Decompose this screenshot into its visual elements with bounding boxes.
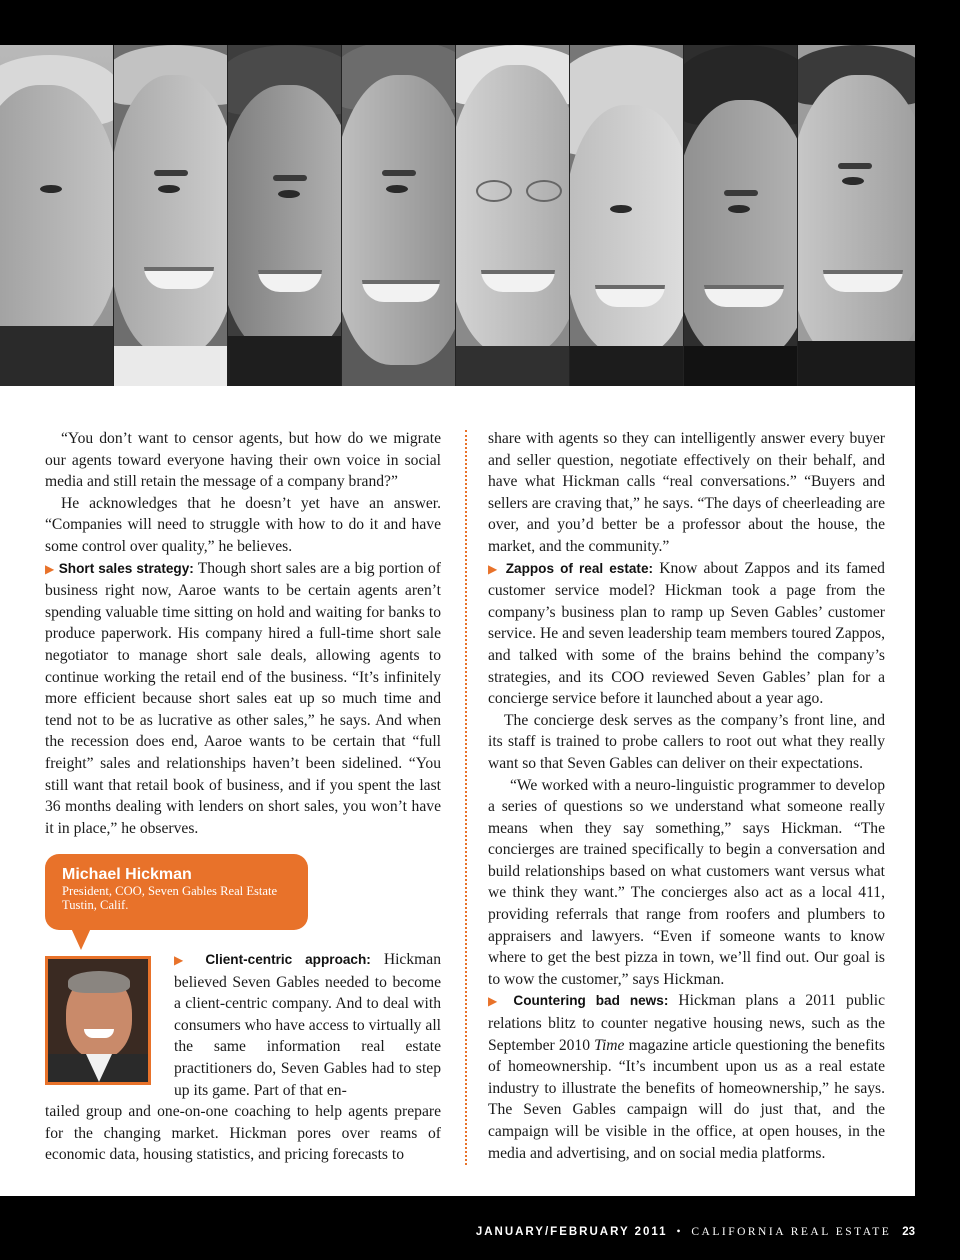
client-centric-paragraph xyxy=(174,949,441,1101)
paragraph-zappos xyxy=(488,558,885,710)
paragraph: share with agents so they can intelligently answer every buyer and seller question, negotiate effectively on their behalf, and have what Hickman calls “real conversations.” “Buyers and sellers are craving that,” he says. “The days of cheerleading are over, and you’d better be a professor about the house, the market, and the community.” xyxy=(488,430,885,555)
paragraph-short-sales xyxy=(45,558,441,840)
article-page xyxy=(0,386,915,1196)
paragraph-body: Know about Zappos and its famed customer service model? Hickman took a page from the company’s business plan to ramp up Seven Gables’ customer service. He and seven leadership team members toured Zappos, and talked with some of the brains behind the company’s strategies, and its COO reviewed Seven Gables’ plan for a concierge service before it launched about a year ago. xyxy=(488,559,885,708)
face-photo-2 xyxy=(114,45,228,386)
paragraph: He acknowledges that he doesn’t yet have an answer. “Companies will need to struggle with how to do it and have some control over quality,” he believes. xyxy=(45,494,441,555)
profile-name: Michael Hickman xyxy=(62,866,192,883)
paragraph-body: Though short sales are a big portion of business right now, Aaroe wants to be certain agents aren’t spending valuable time sitting on hold and waiting for banks to produce paperwork. His company hired a full-time short sale negotiator to manage short sale deals, allowing agents to continue working the retail end of the business. “It’s infinitely more efficient because short sales eat up so much time and tend not to be as lucrative as other sales,” he says. And when the recession does end, Aaroe wants to be certain that “full freight” sales and relationships haven’t been sidelined. “You still want that retail book of business, and if you spent the last 36 months dealing with lenders on short sales, you won’t have it in place,” he observes. xyxy=(45,559,441,837)
paragraph: “You don’t want to censor agents, but how do we migrate our agents toward everyone having their own voice in social media and still retain the message of a company brand?” xyxy=(45,430,441,491)
magazine-name: CALIFORNIA REAL ESTATE xyxy=(691,1226,892,1238)
section-lead: Client-centric approach: xyxy=(205,952,371,967)
right-column xyxy=(488,428,885,1164)
face-photo-8 xyxy=(798,45,915,386)
paragraph-countering-bad-news xyxy=(488,990,885,1164)
triangle-right-icon: ▶ xyxy=(45,561,55,576)
callout-tail xyxy=(71,928,91,950)
face-photo-4 xyxy=(342,45,456,386)
face-photo-5 xyxy=(456,45,570,386)
section-lead: Zappos of real estate: xyxy=(505,560,654,576)
left-column xyxy=(45,428,441,839)
profile-title: President, COO, Seven Gables Real Estate xyxy=(62,884,278,898)
client-centric-continued: tailed group and one-on-one coaching to help agents prepare for the changing market. Hickman pores over reams of economic data, housing statistics, and pricing forecasts to xyxy=(45,1103,441,1164)
profile-location: Tustin, Calif. xyxy=(62,898,129,912)
portrait-smile xyxy=(84,1029,114,1038)
magazine-title: Time xyxy=(594,1036,625,1054)
face-photo-6 xyxy=(570,45,684,386)
face-photo-1 xyxy=(0,45,114,386)
section-lead: Short sales strategy: xyxy=(58,560,194,576)
portrait-hair xyxy=(68,971,130,993)
triangle-right-icon: ▶ xyxy=(488,994,504,1009)
page-footer xyxy=(0,1196,960,1260)
paragraph-body: Hickman plans a 2011 public relations blitz to counter negative housing news, such as the September 2010 xyxy=(488,992,885,1054)
profile-callout-bubble xyxy=(45,854,308,930)
paragraph: “We worked with a neuro-linguistic programmer to develop a series of questions so we understand what someone really means when they say something,” says Hickman. “The concierges are trained specifically to begin a conversation and build relationships based on what customers want versus what we think they want.” The concierges also act as a local 411, providing referrals that range from roofers and plumbers to appraisers and lawyers. “Even if someone wants to know where to get the best pizza in town, we’ll find out. Our goal is to wow the customer,” says Hickman. xyxy=(488,776,885,988)
paragraph-body: Hickman believed Seven Gables needed to become a client-centric company. And to deal with consumers who have access to virtually all the same information real estate practitioners do, Seven Gables had to step up its game. Part of that en- xyxy=(174,951,441,1099)
paragraph-body: magazine article questioning the benefits of homeownership. “It’s incumbent upon us as a real estate industry to illustrate the benefits of homeownership,” he says. The Seven Gables campaign will do just that, and the campaign will be visible in the office, at open houses, in the media and advertising, and on social media platforms. xyxy=(488,1036,885,1162)
folio xyxy=(476,1226,915,1238)
paragraph: The concierge desk serves as the company’s front line, and its staff is trained to probe callers to root out what they really want so that Seven Gables can deliver on their expectations. xyxy=(488,711,885,772)
column-divider xyxy=(465,430,467,1165)
triangle-right-icon: ▶ xyxy=(488,561,500,576)
bullet-separator: • xyxy=(676,1226,683,1238)
page-number: 23 xyxy=(902,1226,915,1238)
issue-date: JANUARY/FEBRUARY 2011 xyxy=(475,1226,668,1238)
face-photo-7 xyxy=(684,45,798,386)
face-photo-3 xyxy=(228,45,342,386)
executive-faces-photo-strip xyxy=(0,45,915,386)
section-lead: Countering bad news: xyxy=(513,993,669,1009)
profile-portrait-photo xyxy=(45,956,151,1085)
top-black-band xyxy=(0,0,960,45)
triangle-right-icon: ▶ xyxy=(174,953,193,967)
